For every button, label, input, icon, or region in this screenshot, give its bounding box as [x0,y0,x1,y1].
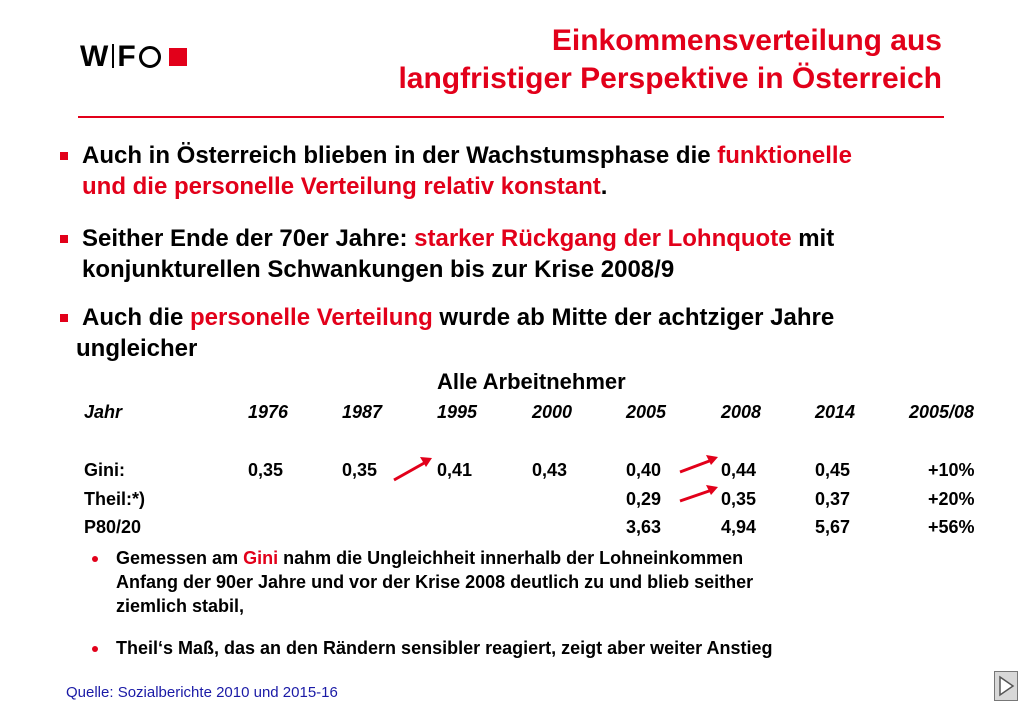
wifo-logo [80,40,187,74]
logo-square-icon [169,48,187,66]
bullet-2 [82,223,834,285]
bullet-1-text: Auch in Österreich blieben in der Wachstumsphase die [82,142,718,169]
table-cell: 0,43 [532,460,568,480]
bullet-3-text: Auch die [82,304,191,331]
title-rule [78,116,944,118]
subbullet-1-line2: Anfang der 90er Jahre und vor der Krise 2008 deutlich zu und blieb seither [116,572,754,592]
bullet-1-highlight-2: und die personelle Verteilung relativ konstant [82,173,601,200]
table-header-cell: 1995 [437,402,478,422]
table-cell: +10% [928,460,975,480]
table-cell: +20% [928,489,975,509]
bullet-dot-icon [92,646,98,652]
play-next-icon [995,672,1017,700]
increase-arrow-icon [390,454,436,484]
subbullet-2 [116,636,996,660]
table-header-cell: 2005/08 [909,402,975,422]
table-header-cell: Jahr [84,402,123,422]
bullet-1 [82,140,852,202]
row-label-p80-20: P80/20 [84,517,142,537]
table-cell: 0,35 [248,460,284,480]
table-header-cell: 2000 [532,402,573,422]
table-header-cell: 2005 [626,402,667,422]
table-cell: 0,44 [721,460,757,480]
table-cell: +56% [928,517,975,537]
subbullet-1-line3: ziemlich stabil, [116,596,245,616]
slide-title-line2: langfristiger Perspektive in Österreich [398,62,942,95]
bullet-1-end: . [600,173,608,200]
table-cell: 0,35 [721,489,757,509]
bullet-square-icon [60,314,68,322]
bullet-2-line2: konjunkturellen Schwankungen bis zur Krise 2008/9 [82,256,675,283]
table-header-cell: 2008 [721,402,762,422]
table-header-cell: 1987 [342,402,383,422]
increase-arrow-icon [676,481,722,505]
subbullet-1-text-2: nahm die Ungleichheit innerhalb der Lohneinkommen [278,548,744,568]
table-cell: 0,37 [815,489,851,509]
table-cell: 0,35 [342,460,378,480]
logo-divider [112,44,114,68]
bullet-2-text: Seither Ende der 70er Jahre: [82,225,415,252]
table-header-cell: 2014 [815,402,856,422]
next-slide-button[interactable] [994,671,1018,701]
subbullet-1 [116,546,976,618]
bullet-3 [76,302,835,364]
increase-arrow-icon [676,452,722,476]
bullet-1-highlight: funktionelle [717,142,852,169]
table-cell: 0,40 [626,460,662,480]
bullet-square-icon [60,235,68,243]
bullet-3-line2: ungleicher [76,335,198,362]
subbullet-1-text: Gemessen am [116,548,244,568]
table-cell: 3,63 [626,517,662,537]
subbullet-2-text: Theil‘s Maß, das an den Rändern sensibler reagiert, zeigt aber weiter Anstieg [116,638,773,658]
table-cell: 5,67 [815,517,851,537]
table-cell: 0,29 [626,489,662,509]
table-title: Alle Arbeitnehmer [437,369,626,394]
bullet-3-text-2: wurde ab Mitte der achtziger Jahre [432,304,835,331]
table-cell: 4,94 [721,517,757,537]
bullet-square-icon [60,152,68,160]
subbullet-1-highlight: Gini [243,548,279,568]
table-header-cell: 1976 [248,402,289,422]
logo-letter-f: F [117,40,137,73]
slide-title [398,22,942,98]
row-label-theil: Theil:*) [84,489,145,509]
slide-title-line1: Einkommensverteilung aus [551,24,942,57]
logo-ring-icon [139,46,161,68]
bullet-2-highlight: starker Rückgang der Lohnquote [414,225,792,252]
source-note: Quelle: Sozialberichte 2010 und 2015-16 [66,684,338,701]
table-cell: 0,45 [815,460,851,480]
bullet-2-text-2: mit [791,225,835,252]
table-cell: 0,41 [437,460,473,480]
logo-letter-w: W [80,40,110,73]
bullet-3-highlight: personelle Verteilung [190,304,433,331]
bullet-dot-icon [92,556,98,562]
row-label-gini: Gini: [84,460,125,480]
